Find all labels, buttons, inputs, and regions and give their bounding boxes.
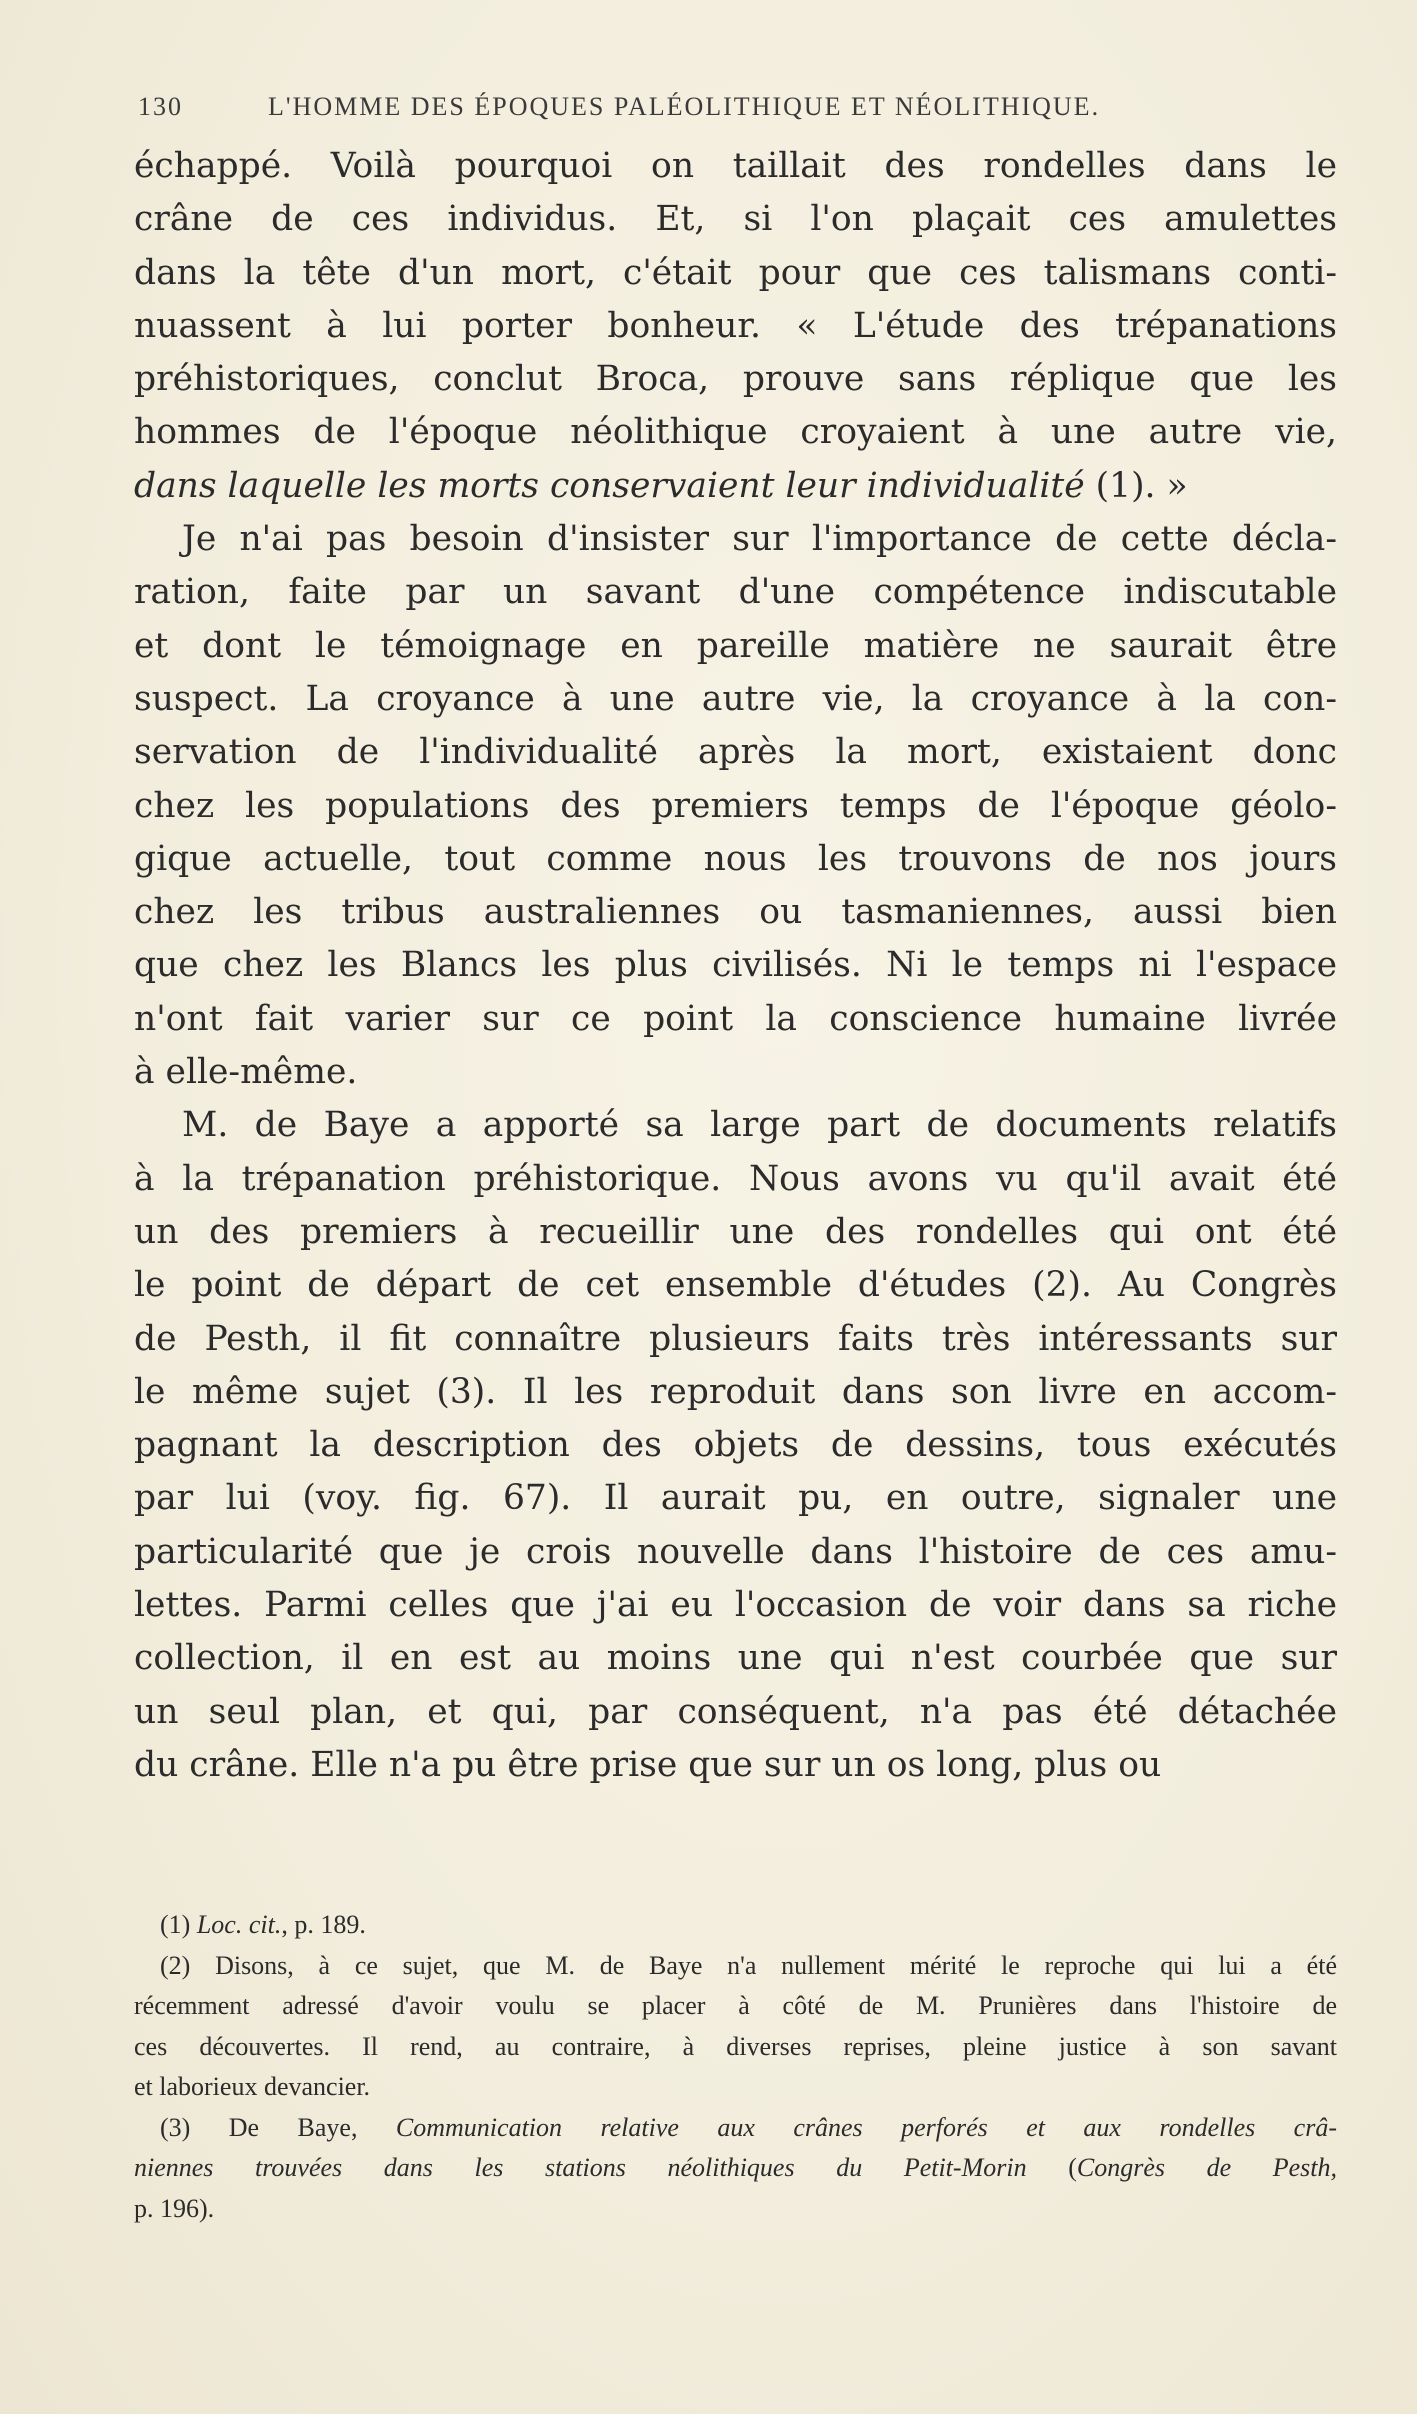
footnote [134, 1905, 1337, 1946]
text-line [134, 1206, 1337, 1259]
text-line [134, 140, 1337, 193]
text-run: p. 196). [134, 2193, 215, 2223]
text-line [134, 939, 1337, 992]
text-run: chez les populations des premiers temps de l'époque géolo- [134, 785, 1337, 826]
text-run: particularité que je crois nouvelle dans l'histoire de ces amu- [134, 1531, 1337, 1572]
text-run: ( [1026, 2153, 1077, 2182]
text-run: (1) [160, 1910, 197, 1939]
text-line [134, 406, 1337, 459]
text-line [134, 1366, 1337, 1419]
text-run: Je n'ai pas besoin d'insister sur l'importance de cette décla- [182, 519, 1337, 560]
text-run: n'ont fait varier sur ce point la conscience humaine livrée [134, 998, 1337, 1039]
text-line [134, 1739, 1337, 1792]
text-run: dans laquelle les morts conservaient leur individualité [134, 465, 1085, 506]
text-run: préhistoriques, conclut Broca, prouve sans réplique que les [134, 359, 1337, 400]
page-number: 130 [138, 92, 183, 121]
text-run: un seul plan, et qui, par conséquent, n'a pas été détachée [134, 1691, 1337, 1732]
text-run: M. de Baye a apporté sa large part de documents relatifs [182, 1105, 1337, 1146]
footnote-line [134, 2027, 1337, 2068]
footnote [134, 1946, 1337, 2108]
text-line [134, 566, 1337, 619]
text-line [134, 1472, 1337, 1525]
text-run: échappé. Voilà pourquoi on taillait des rondelles dans le [134, 146, 1337, 186]
text-line [134, 1153, 1337, 1206]
text-run: par lui (voy. fig. 67). Il aurait pu, en outre, signaler une [134, 1478, 1337, 1519]
text-line [134, 1259, 1337, 1312]
paragraph [134, 140, 1337, 513]
text-run: servation de l'individualité après la mort, existaient donc [134, 732, 1337, 773]
text-line [134, 993, 1337, 1046]
text-run: (2) Disons, à ce sujet, que M. de Baye n'a nullement mérité le reproche qui lui a été [160, 1950, 1337, 1980]
footnote-line [134, 2148, 1337, 2189]
text-line [134, 193, 1337, 246]
text-run: ration, faite par un savant d'une compétence indiscutable [134, 572, 1337, 613]
paragraph [134, 1099, 1337, 1792]
body-text [134, 140, 1337, 1792]
text-run: à elle-même. [134, 1052, 358, 1093]
text-run: niennes trouvées dans les stations néolithiques du Petit-Morin [134, 2153, 1027, 2182]
text-line [134, 353, 1337, 406]
text-line [134, 833, 1337, 886]
text-run: Congrès de Pesth, [1076, 2153, 1338, 2182]
running-header [138, 92, 1208, 132]
text-line [134, 780, 1337, 833]
text-run: suspect. La croyance à une autre vie, la croyance à la con- [134, 678, 1337, 719]
text-run: que chez les Blancs les plus civilisés. Ni le temps ni l'espace [134, 945, 1337, 986]
text-run: Communication relative aux crânes perforés et aux rondelles crâ- [395, 2112, 1337, 2142]
text-run: Loc. cit. [196, 1910, 282, 1939]
footnote-line [134, 1986, 1337, 2027]
text-run: hommes de l'époque néolithique croyaient à une autre vie, [134, 412, 1337, 453]
footnote-line [134, 1946, 1337, 1987]
text-run: nuassent à lui porter bonheur. « L'étude des trépanations [134, 305, 1337, 346]
footnote-line [134, 2067, 1337, 2108]
text-line [134, 513, 1337, 566]
text-run: (1). » [1084, 465, 1188, 506]
footnote [134, 2108, 1337, 2230]
text-line [134, 726, 1337, 779]
text-line [134, 1046, 1337, 1099]
text-run: le même sujet (3). Il les reproduit dans son livre en accom- [134, 1371, 1337, 1412]
footnote-line [134, 2108, 1337, 2149]
text-line [134, 1313, 1337, 1366]
text-run: récemment adressé d'avoir voulu se placer à côté de M. Prunières dans l'histoire de [134, 1991, 1337, 2020]
text-line [134, 1526, 1337, 1579]
footnote-line [134, 2189, 1337, 2230]
text-run: et laborieux devancier. [134, 2072, 371, 2101]
text-line [134, 1686, 1337, 1739]
text-run: lettes. Parmi celles que j'ai eu l'occasion de voir dans sa riche [134, 1585, 1337, 1626]
text-line [134, 620, 1337, 673]
text-run: gique actuelle, tout comme nous les trouvons de nos jours [134, 838, 1337, 879]
text-run: dans la tête d'un mort, c'était pour que ces talismans conti- [134, 252, 1337, 293]
text-run: collection, il en est au moins une qui n'est courbée que sur [134, 1638, 1337, 1679]
text-run: ces découvertes. Il rend, au contraire, à diverses reprises, pleine justice à son savant [134, 2031, 1337, 2061]
text-run: un des premiers à recueillir une des rondelles qui ont été [134, 1211, 1337, 1252]
text-line [134, 1632, 1337, 1685]
text-line [134, 1419, 1337, 1472]
text-run: et dont le témoignage en pareille matière ne saurait être [134, 625, 1337, 666]
text-line [134, 247, 1337, 300]
text-line [134, 1099, 1337, 1152]
text-run: (3) De Baye, [160, 2112, 396, 2142]
text-line [134, 1579, 1337, 1632]
running-title: L'HOMME DES ÉPOQUES PALÉOLITHIQUE ET NÉOLITHIQUE. [268, 92, 1101, 121]
text-run: chez les tribus australiennes ou tasmaniennes, aussi bien [134, 892, 1337, 933]
paragraph [134, 513, 1337, 1099]
text-run: pagnant la description des objets de dessins, tous exécutés [134, 1425, 1337, 1466]
text-run: crâne de ces individus. Et, si l'on plaçait ces amulettes [134, 199, 1337, 240]
text-line [134, 886, 1337, 939]
footnotes [134, 1905, 1337, 2229]
text-line [134, 300, 1337, 353]
text-run: du crâne. Elle n'a pu être prise que sur un os long, plus ou [134, 1744, 1162, 1785]
footnote-line [134, 1905, 1337, 1946]
text-run: le point de départ de cet ensemble d'études (2). Au Congrès [134, 1265, 1337, 1306]
text-line [134, 673, 1337, 726]
text-run: , p. 189. [281, 1910, 366, 1939]
text-run: à la trépanation préhistorique. Nous avons vu qu'il avait été [134, 1158, 1337, 1199]
text-line [134, 460, 1337, 513]
text-run: de Pesth, il fit connaître plusieurs faits très intéressants sur [134, 1318, 1337, 1359]
